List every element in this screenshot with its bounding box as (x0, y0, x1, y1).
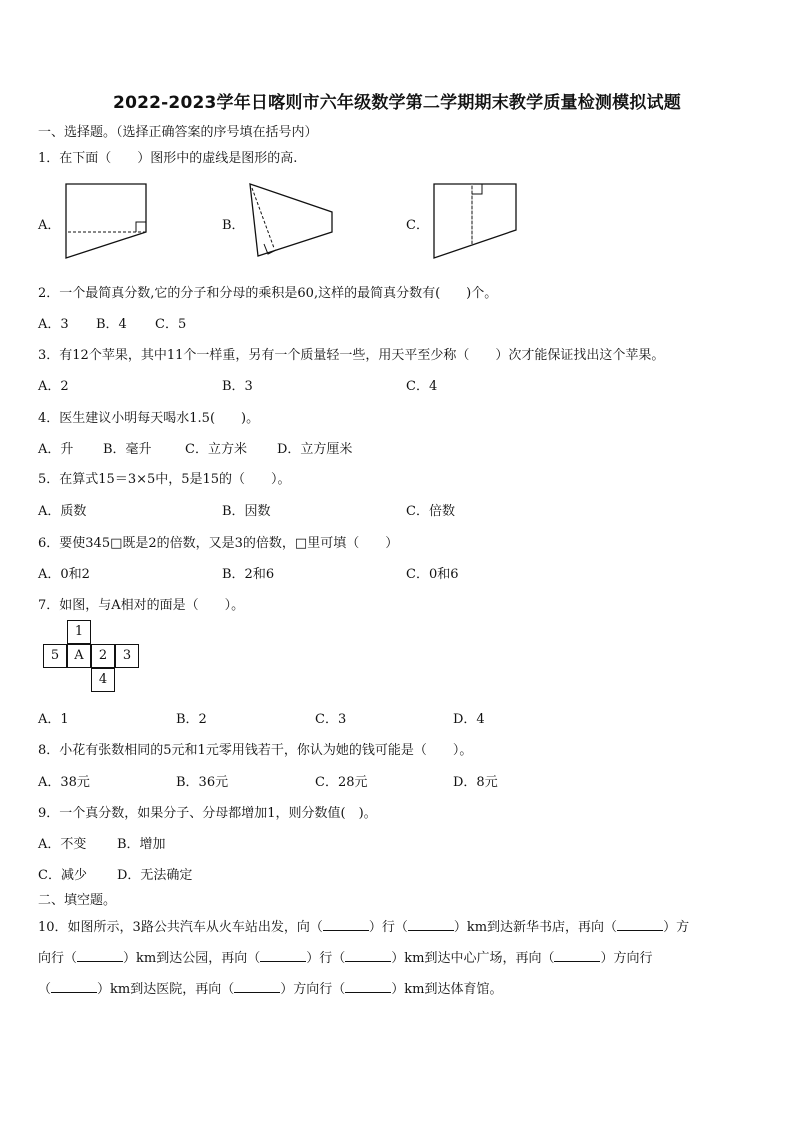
q10-text: ）行（ (368, 920, 408, 935)
blank[interactable] (408, 918, 454, 931)
q7-option-d[interactable]: D．4 (453, 712, 485, 727)
q8-option-c[interactable]: C．28元 (315, 775, 368, 790)
question-10-line-1 (38, 916, 758, 935)
q8-option-a[interactable]: A．38元 (38, 775, 90, 790)
q10-text: ）方 (663, 920, 690, 935)
q3-option-c[interactable]: C．4 (406, 379, 438, 394)
question-2: 2．一个最简真分数,它的分子和分母的乘积是60,这样的最简真分数有( )个。 (38, 286, 498, 301)
q4-option-b[interactable]: B．毫升 (103, 442, 152, 457)
question-10-line-2 (38, 947, 758, 966)
q2-option-b[interactable]: B．4 (96, 317, 127, 332)
net-face-bottom: 4 (91, 668, 115, 692)
q9-option-d[interactable]: D．无法确定 (117, 868, 193, 883)
blank[interactable] (260, 949, 306, 962)
section-heading-choice: 一、选择题。（选择正确答案的序号填在括号内） (38, 125, 318, 140)
net-face-center: A (67, 644, 91, 668)
net-face-right-2: 3 (115, 644, 139, 668)
question-8: 8．小花有张数相同的5元和1元零用钱若干，你认为她的钱可能是（ ）。 (38, 743, 473, 758)
q10-text: ）km到达中心广场，再向（ (391, 951, 555, 966)
q1-figure-c (428, 180, 524, 262)
q7-option-a[interactable]: A．1 (38, 712, 69, 727)
question-1: 1．在下面（ ）图形中的虚线是图形的高. (38, 151, 298, 166)
q10-text: ）方向行（ (280, 982, 346, 997)
q9-option-c[interactable]: C．减少 (38, 868, 87, 883)
q9-option-b[interactable]: B．增加 (117, 837, 166, 852)
page-title: 2022-2023学年日喀则市六年级数学第二学期期末教学质量检测模拟试题 (113, 93, 681, 113)
q5-option-b[interactable]: B．因数 (222, 504, 271, 519)
q1-option-c[interactable]: C． (406, 218, 429, 233)
question-3: 3．有12个苹果，其中11个一样重，另有一个质量轻一些，用天平至少称（ ）次才能保证找出这个苹果。 (38, 348, 665, 363)
q10-text: ）km到达体育馆。 (391, 982, 503, 997)
blank[interactable] (77, 949, 123, 962)
q10-text: ）km到达医院，再向（ (97, 982, 235, 997)
q7-option-b[interactable]: B．2 (176, 712, 207, 727)
blank[interactable] (345, 949, 391, 962)
question-6: 6．要使345□既是2的倍数，又是3的倍数，□里可填（ ） (38, 536, 399, 551)
question-5: 5．在算式15＝3×5中，5是15的（ ）。 (38, 472, 291, 487)
q7-option-c[interactable]: C．3 (315, 712, 347, 727)
q10-text: ）行（ (306, 951, 346, 966)
question-10-line-3 (38, 978, 758, 997)
q10-text: 向行（ (38, 951, 78, 966)
net-face-top: 1 (67, 620, 91, 644)
q5-option-a[interactable]: A．质数 (38, 504, 87, 519)
q10-text: 10．如图所示，3路公共汽车从火车站出发，向（ (38, 920, 323, 935)
q1-option-b[interactable]: B． (222, 218, 245, 233)
q8-option-d[interactable]: D．8元 (453, 775, 498, 790)
q1-figure-b (244, 180, 340, 260)
question-7: 7．如图，与A相对的面是（ ）。 (38, 598, 245, 613)
q6-option-b[interactable]: B．2和6 (222, 567, 275, 582)
net-face-right-1: 2 (91, 644, 115, 668)
blank[interactable] (323, 918, 369, 931)
q3-option-b[interactable]: B．3 (222, 379, 253, 394)
question-4: 4．医生建议小明每天喝水1.5( )。 (38, 411, 260, 426)
blank[interactable] (234, 980, 280, 993)
q10-text: ）km到达新华书店，再向（ (453, 920, 618, 935)
q6-option-a[interactable]: A．0和2 (38, 567, 90, 582)
q2-option-a[interactable]: A．3 (38, 317, 69, 332)
section-heading-fill: 二、填空题。 (38, 893, 117, 908)
q4-option-d[interactable]: D．立方厘米 (277, 442, 353, 457)
q3-option-a[interactable]: A．2 (38, 379, 69, 394)
q9-option-a[interactable]: A．不变 (38, 837, 87, 852)
q10-text: （ (38, 982, 52, 997)
q2-option-c[interactable]: C．5 (155, 317, 187, 332)
q5-option-c[interactable]: C．倍数 (406, 504, 455, 519)
q10-text: ）km到达公园，再向（ (123, 951, 261, 966)
q1-option-a[interactable]: A． (38, 218, 61, 233)
q6-option-c[interactable]: C．0和6 (406, 567, 459, 582)
blank[interactable] (554, 949, 600, 962)
blank[interactable] (345, 980, 391, 993)
q4-option-a[interactable]: A．升 (38, 442, 74, 457)
net-face-left: 5 (43, 644, 67, 668)
question-9: 9．一个真分数，如果分子、分母都增加1，则分数值( )。 (38, 806, 377, 821)
q10-text: ）方向行 (600, 951, 653, 966)
q8-option-b[interactable]: B．36元 (176, 775, 229, 790)
blank[interactable] (617, 918, 663, 931)
q4-option-c[interactable]: C．立方米 (185, 442, 247, 457)
q1-figure-a (58, 180, 158, 260)
blank[interactable] (51, 980, 97, 993)
